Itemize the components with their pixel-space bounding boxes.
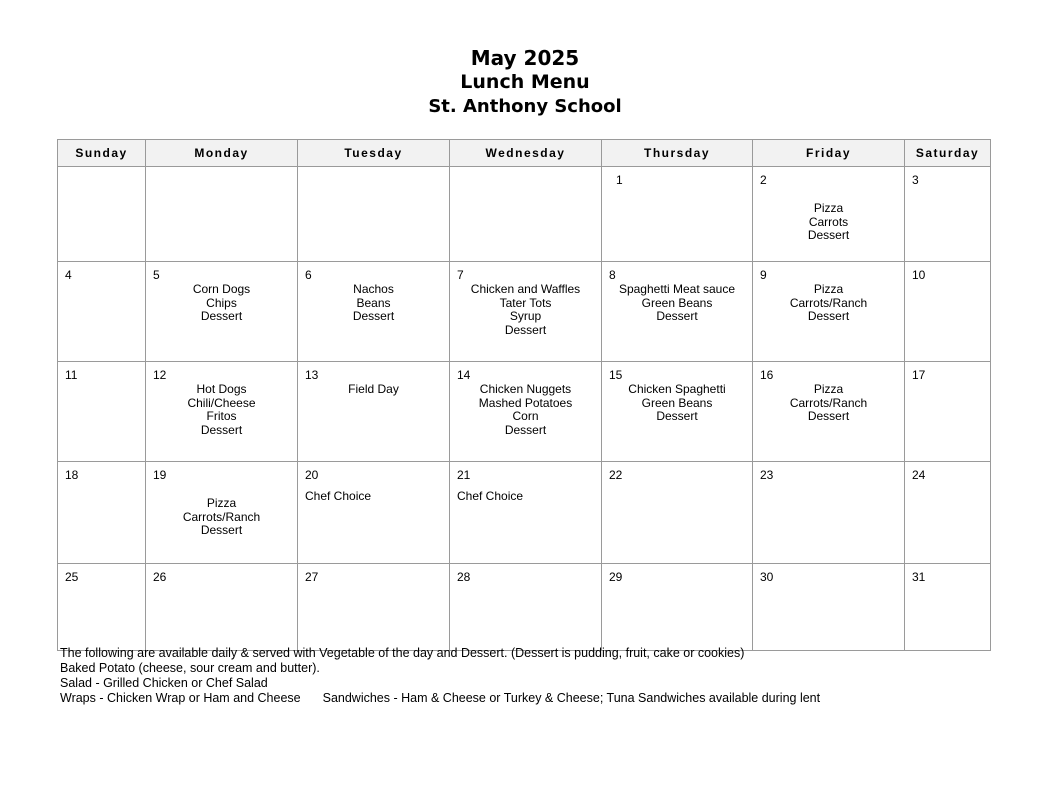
day-cell	[450, 262, 602, 362]
menu-item: Dessert	[352, 309, 395, 324]
day-menu	[146, 383, 297, 437]
day-cell	[905, 362, 991, 462]
menu-item: Dessert	[200, 422, 243, 437]
page-title-school: St. Anthony School	[428, 96, 622, 117]
day-cell	[905, 564, 991, 651]
calendar-table	[57, 139, 991, 651]
menu-item: Carrots/Ranch	[789, 295, 868, 310]
day-number: 6	[305, 268, 312, 282]
menu-item: Carrots/Ranch	[789, 395, 868, 410]
day-menu	[753, 283, 904, 324]
menu-item: Dessert	[807, 309, 850, 324]
menu-item: Dessert	[656, 309, 698, 324]
weekday-header-tuesday: Tuesday	[298, 140, 450, 167]
day-number: 28	[457, 570, 471, 584]
day-number: 20	[305, 468, 319, 482]
page-title-month: May 2025	[470, 46, 580, 70]
calendar-week-row	[58, 564, 991, 651]
day-menu	[146, 497, 297, 538]
menu-item: Green Beans	[641, 395, 713, 410]
day-menu	[146, 283, 297, 324]
menu-item: Tater Tots	[499, 295, 552, 310]
day-cell	[905, 462, 991, 564]
calendar-week-row	[58, 462, 991, 564]
weekday-header-sunday: Sunday	[58, 140, 146, 167]
day-cell	[450, 462, 602, 564]
day-cell	[58, 362, 146, 462]
menu-item: Pizza	[813, 201, 844, 215]
menu-item: Chicken Nuggets	[479, 382, 572, 396]
menu-item: Chicken Spaghetti	[628, 382, 726, 396]
day-number: 4	[65, 268, 72, 282]
day-number: 30	[760, 570, 774, 584]
day-number: 23	[760, 468, 774, 482]
day-cell	[753, 362, 905, 462]
day-number: 27	[305, 570, 319, 584]
day-cell	[146, 167, 298, 262]
day-cell	[753, 167, 905, 262]
day-number: 26	[153, 570, 167, 584]
day-cell	[753, 462, 905, 564]
day-cell	[602, 167, 753, 262]
calendar-week-row	[58, 167, 991, 262]
menu-notes	[60, 646, 820, 706]
day-cell	[146, 564, 298, 651]
day-number: 24	[912, 468, 926, 482]
day-cell	[602, 362, 753, 462]
day-cell	[450, 167, 602, 262]
day-number: 13	[305, 368, 319, 382]
menu-item: Fritos	[206, 409, 237, 424]
day-menu	[450, 283, 601, 337]
day-menu	[602, 383, 752, 424]
notes-sandwiches: Sandwiches - Ham & Cheese or Turkey & Cheese; Tuna Sandwiches available during lent	[322, 691, 821, 705]
menu-item: Spaghetti Meat sauce	[618, 282, 736, 296]
weekday-header-friday: Friday	[753, 140, 905, 167]
menu-item: Beans	[356, 295, 391, 310]
menu-item: Carrots/Ranch	[182, 509, 261, 524]
day-number: 10	[912, 268, 926, 282]
day-cell	[753, 564, 905, 651]
menu-item: Chili/Cheese	[187, 395, 256, 410]
menu-item: Hot Dogs	[196, 382, 247, 396]
day-cell	[298, 167, 450, 262]
day-cell	[58, 262, 146, 362]
day-number: 15	[609, 368, 623, 382]
day-cell	[905, 167, 991, 262]
day-number: 19	[153, 468, 167, 482]
menu-item: Dessert	[807, 228, 850, 243]
menu-item: Corn	[512, 409, 539, 424]
day-cell	[450, 564, 602, 651]
day-menu	[753, 202, 904, 243]
day-number: 7	[457, 268, 464, 282]
day-cell	[602, 262, 753, 362]
day-number: 25	[65, 570, 79, 584]
day-number: 8	[609, 268, 616, 282]
menu-item: Nachos	[353, 282, 394, 296]
menu-item: Dessert	[807, 409, 850, 424]
day-menu	[753, 383, 904, 424]
notes-wraps: Wraps - Chicken Wrap or Ham and Cheese	[60, 691, 301, 705]
day-number: 17	[912, 368, 926, 382]
day-cell	[298, 462, 450, 564]
notes-line: The following are available daily & served with Vegetable of the day and Dessert. (Dessert is pudding, fruit, cake or cookies)	[60, 646, 745, 660]
menu-item: Carrots	[808, 214, 849, 229]
menu-item: Pizza	[813, 282, 844, 296]
weekday-header-thursday: Thursday	[602, 140, 753, 167]
day-number: 29	[609, 570, 623, 584]
day-menu	[298, 283, 449, 324]
menu-item: Dessert	[200, 523, 243, 538]
day-cell	[298, 362, 450, 462]
day-number: 2	[760, 173, 767, 187]
day-number: 1	[616, 173, 623, 187]
day-number: 11	[65, 368, 78, 382]
menu-item: Dessert	[200, 309, 243, 324]
menu-item: Dessert	[504, 422, 547, 437]
menu-item: Pizza	[813, 382, 844, 396]
menu-item: Chicken and Waffles	[470, 282, 581, 296]
notes-line: Baked Potato (cheese, sour cream and butter).	[60, 661, 320, 675]
day-number: 5	[153, 268, 160, 282]
day-cell	[298, 564, 450, 651]
menu-item: Syrup	[509, 309, 542, 324]
menu-item: Pizza	[206, 496, 237, 510]
weekday-header-saturday: Saturday	[905, 140, 991, 167]
day-number: 18	[65, 468, 79, 482]
menu-item: Mashed Potatoes	[478, 395, 573, 410]
day-number: 9	[760, 268, 767, 282]
day-cell	[58, 462, 146, 564]
day-number: 31	[912, 570, 926, 584]
day-cell	[58, 564, 146, 651]
day-menu	[602, 283, 752, 324]
day-number: 12	[153, 368, 167, 382]
menu-item: Chips	[206, 295, 237, 310]
menu-item: Green Beans	[641, 295, 713, 310]
day-menu	[305, 490, 449, 504]
day-cell	[146, 262, 298, 362]
day-cell	[602, 564, 753, 651]
weekday-header-row	[58, 140, 991, 167]
day-cell	[298, 262, 450, 362]
day-number: 21	[457, 468, 471, 482]
day-menu	[298, 383, 449, 397]
day-number: 14	[457, 368, 471, 382]
menu-item: Chef Choice	[457, 489, 524, 503]
day-number: 16	[760, 368, 774, 382]
day-number: 22	[609, 468, 623, 482]
menu-item: Chef Choice	[305, 489, 372, 503]
day-cell	[58, 167, 146, 262]
day-cell	[753, 262, 905, 362]
day-menu	[457, 490, 601, 504]
menu-item: Field Day	[348, 382, 399, 396]
day-cell	[146, 362, 298, 462]
day-cell	[450, 362, 602, 462]
menu-item: Dessert	[656, 409, 698, 424]
notes-line	[60, 691, 820, 706]
page-title-menu: Lunch Menu	[460, 71, 590, 93]
calendar-week-row	[58, 362, 991, 462]
weekday-header-wednesday: Wednesday	[450, 140, 602, 167]
menu-item: Dessert	[504, 322, 547, 337]
calendar-week-row	[58, 262, 991, 362]
day-menu	[450, 383, 601, 437]
day-cell	[602, 462, 753, 564]
day-cell	[146, 462, 298, 564]
day-cell	[905, 262, 991, 362]
day-number: 3	[912, 173, 919, 187]
menu-item: Corn Dogs	[192, 282, 251, 296]
notes-line: Salad - Grilled Chicken or Chef Salad	[60, 676, 268, 690]
weekday-header-monday: Monday	[146, 140, 298, 167]
